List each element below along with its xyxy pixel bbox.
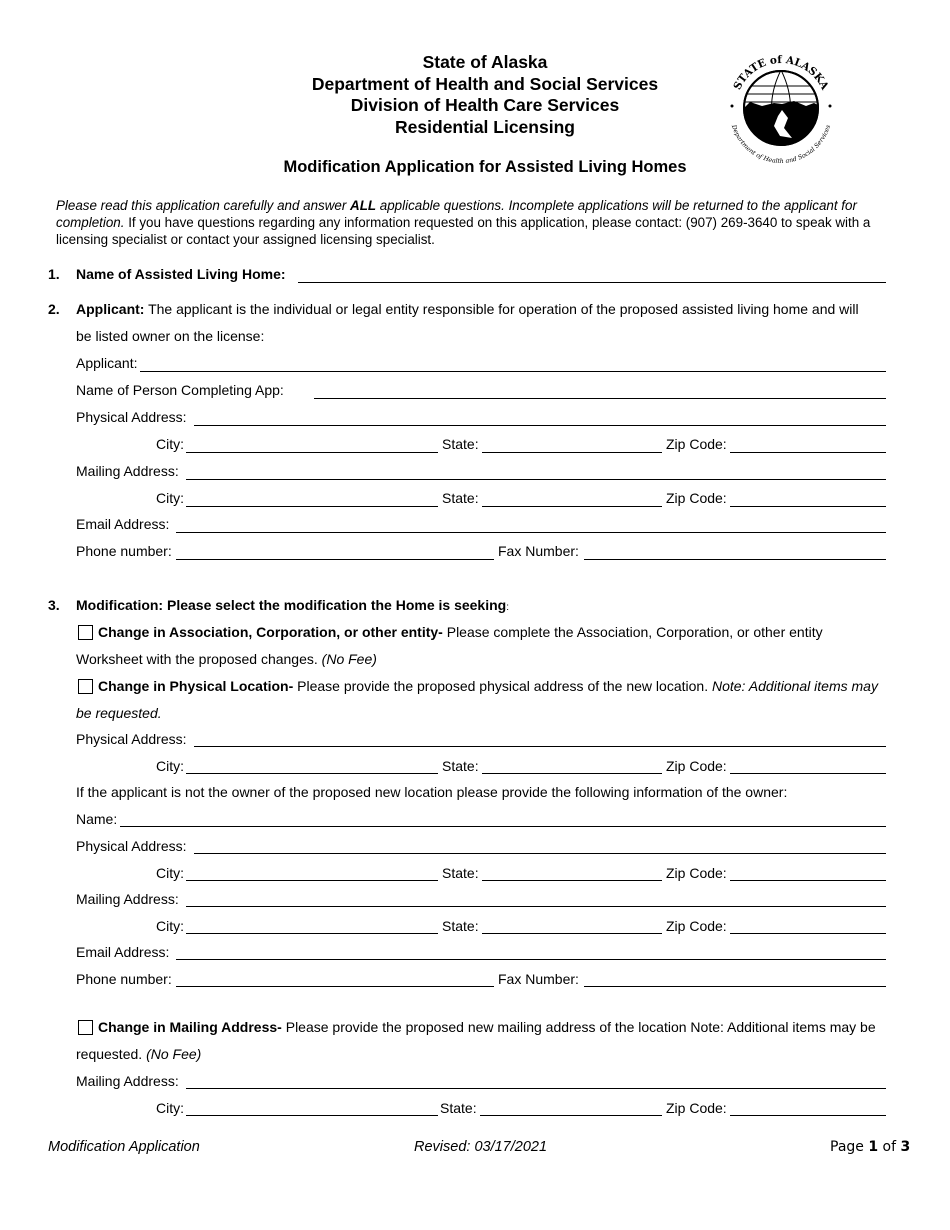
physical-state-input[interactable]	[482, 452, 662, 453]
new-state-input[interactable]	[482, 773, 662, 774]
applicant-description: Applicant: The applicant is the individual or legal entity responsible for operation of the proposed assisted living home and will	[76, 301, 859, 317]
intro-all-emphasis: ALL	[350, 198, 377, 213]
footer-form-name: Modification Application	[48, 1139, 200, 1155]
mailing-address-change-cont: requested. (No Fee)	[76, 1046, 202, 1062]
owner-state-label: State:	[442, 865, 479, 881]
intro-text-2: applicable questions. Incomplete applications will be returned to the applicant for completion.	[56, 198, 857, 230]
new-mailing-zip-label: Zip Code:	[666, 1100, 727, 1116]
physical-zip-label: Zip Code:	[666, 436, 727, 452]
form-title: Modification Application for Assisted Living Homes	[283, 158, 687, 176]
intro-text-1: Please read this application carefully and answer	[56, 198, 351, 213]
owner-phone-input[interactable]	[176, 986, 494, 987]
header-state: State of Alaska	[422, 52, 548, 72]
new-mailing-address-input[interactable]	[186, 1088, 886, 1089]
email-input[interactable]	[176, 532, 886, 533]
new-zip-label: Zip Code:	[666, 758, 727, 774]
mailing-zip-label: Zip Code:	[666, 490, 727, 506]
owner-city-label: City:	[156, 865, 184, 881]
header-division: Division of Health Care Services	[350, 95, 620, 115]
new-physical-address-input[interactable]	[194, 746, 886, 747]
person-completing-input[interactable]	[314, 398, 886, 399]
mailing-address-change-option: Change in Mailing Address- Please provide the proposed new mailing address of the location Note: Additional items may be	[98, 1019, 876, 1035]
seal-top-text: STATE of ALASKA	[731, 53, 831, 92]
mailing-address-change-checkbox[interactable]	[78, 1020, 93, 1035]
fax-label: Fax Number:	[498, 543, 579, 559]
owner-mailing-zip-input[interactable]	[730, 933, 886, 934]
owner-state-input[interactable]	[482, 880, 662, 881]
new-physical-address-label: Physical Address:	[76, 731, 187, 747]
owner-name-input[interactable]	[120, 826, 886, 827]
instructions-paragraph	[56, 197, 906, 248]
applicant-description-cont: be listed owner on the license:	[76, 328, 265, 344]
new-mailing-state-label: State:	[440, 1100, 477, 1116]
owner-mailing-state-input[interactable]	[482, 933, 662, 934]
section-1-number: 1.	[48, 266, 60, 282]
email-label: Email Address:	[76, 516, 170, 532]
owner-phone-label: Phone number:	[76, 971, 172, 987]
physical-city-label: City:	[156, 436, 184, 452]
applicant-input[interactable]	[140, 371, 886, 372]
association-change-checkbox[interactable]	[78, 625, 93, 640]
physical-location-change-option: Change in Physical Location- Please provide the proposed physical address of the new location. Note: Additional items may	[98, 678, 878, 694]
person-completing-label: Name of Person Completing App:	[76, 382, 284, 398]
mailing-city-label: City:	[156, 490, 184, 506]
physical-address-label: Physical Address:	[76, 409, 187, 425]
new-mailing-state-input[interactable]	[480, 1115, 662, 1116]
applicant-label: Applicant:	[76, 355, 138, 371]
physical-zip-input[interactable]	[730, 452, 886, 453]
physical-address-input[interactable]	[194, 425, 886, 426]
home-name-input[interactable]	[298, 282, 886, 283]
owner-fax-label: Fax Number:	[498, 971, 579, 987]
new-mailing-city-label: City:	[156, 1100, 184, 1116]
header-unit: Residential Licensing	[395, 116, 575, 137]
new-zip-input[interactable]	[730, 773, 886, 774]
new-mailing-city-input[interactable]	[186, 1115, 438, 1116]
section-3-number: 3.	[48, 597, 60, 613]
owner-mailing-city-input[interactable]	[186, 933, 438, 934]
physical-location-change-checkbox[interactable]	[78, 679, 93, 694]
phone-label: Phone number:	[76, 543, 172, 559]
mailing-address-label: Mailing Address:	[76, 463, 179, 479]
mailing-address-input[interactable]	[186, 479, 886, 480]
owner-physical-address-input[interactable]	[194, 853, 886, 854]
association-change-option: Change in Association, Corporation, or other entity- Please complete the Association, Corporation, or other entity	[98, 624, 823, 640]
intro-text-3: If you have questions regarding any information requested on this application, please contact: (907) 269-3640 to speak with a licensing specialist or contact your assigned licensing specialist.	[56, 215, 871, 247]
owner-name-label: Name:	[76, 811, 118, 827]
agency-header	[200, 52, 770, 138]
footer-revised-date: Revised: 03/17/2021	[414, 1139, 548, 1155]
phone-input[interactable]	[176, 559, 494, 560]
new-mailing-zip-input[interactable]	[730, 1115, 886, 1116]
mailing-city-input[interactable]	[186, 506, 438, 507]
association-change-cont: Worksheet with the proposed changes. (No Fee)	[76, 651, 377, 667]
owner-city-input[interactable]	[186, 880, 438, 881]
physical-state-label: State:	[442, 436, 479, 452]
owner-mailing-zip-label: Zip Code:	[666, 918, 727, 934]
physical-location-change-cont: be requested.	[76, 705, 162, 721]
owner-mailing-state-label: State:	[442, 918, 479, 934]
section-2-number: 2.	[48, 301, 60, 317]
owner-zip-input[interactable]	[730, 880, 886, 881]
owner-zip-label: Zip Code:	[666, 865, 727, 881]
owner-prompt: If the applicant is not the owner of the proposed new location please provide the following information of the owner:	[76, 784, 788, 800]
mailing-zip-input[interactable]	[730, 506, 886, 507]
owner-email-label: Email Address:	[76, 944, 170, 960]
new-mailing-address-label: Mailing Address:	[76, 1073, 179, 1089]
mailing-state-label: State:	[442, 490, 479, 506]
owner-mailing-city-label: City:	[156, 918, 184, 934]
physical-city-input[interactable]	[186, 452, 438, 453]
seal-bottom-text: Department of Health and Social Services	[729, 124, 833, 166]
owner-fax-input[interactable]	[584, 986, 886, 987]
owner-mailing-address-input[interactable]	[186, 906, 886, 907]
owner-email-input[interactable]	[176, 959, 886, 960]
owner-mailing-address-label: Mailing Address:	[76, 891, 179, 907]
new-state-label: State:	[442, 758, 479, 774]
footer-page-number: Page 1 of 3	[830, 1139, 911, 1155]
state-seal-icon	[722, 46, 840, 168]
home-name-label: Name of Assisted Living Home:	[76, 266, 286, 282]
owner-physical-address-label: Physical Address:	[76, 838, 187, 854]
new-city-label: City:	[156, 758, 184, 774]
header-department: Department of Health and Social Services	[311, 73, 659, 94]
fax-input[interactable]	[584, 559, 886, 560]
new-city-input[interactable]	[186, 773, 438, 774]
mailing-state-input[interactable]	[482, 506, 662, 507]
modification-heading: Modification: Please select the modification the Home is seeking:	[76, 597, 509, 613]
